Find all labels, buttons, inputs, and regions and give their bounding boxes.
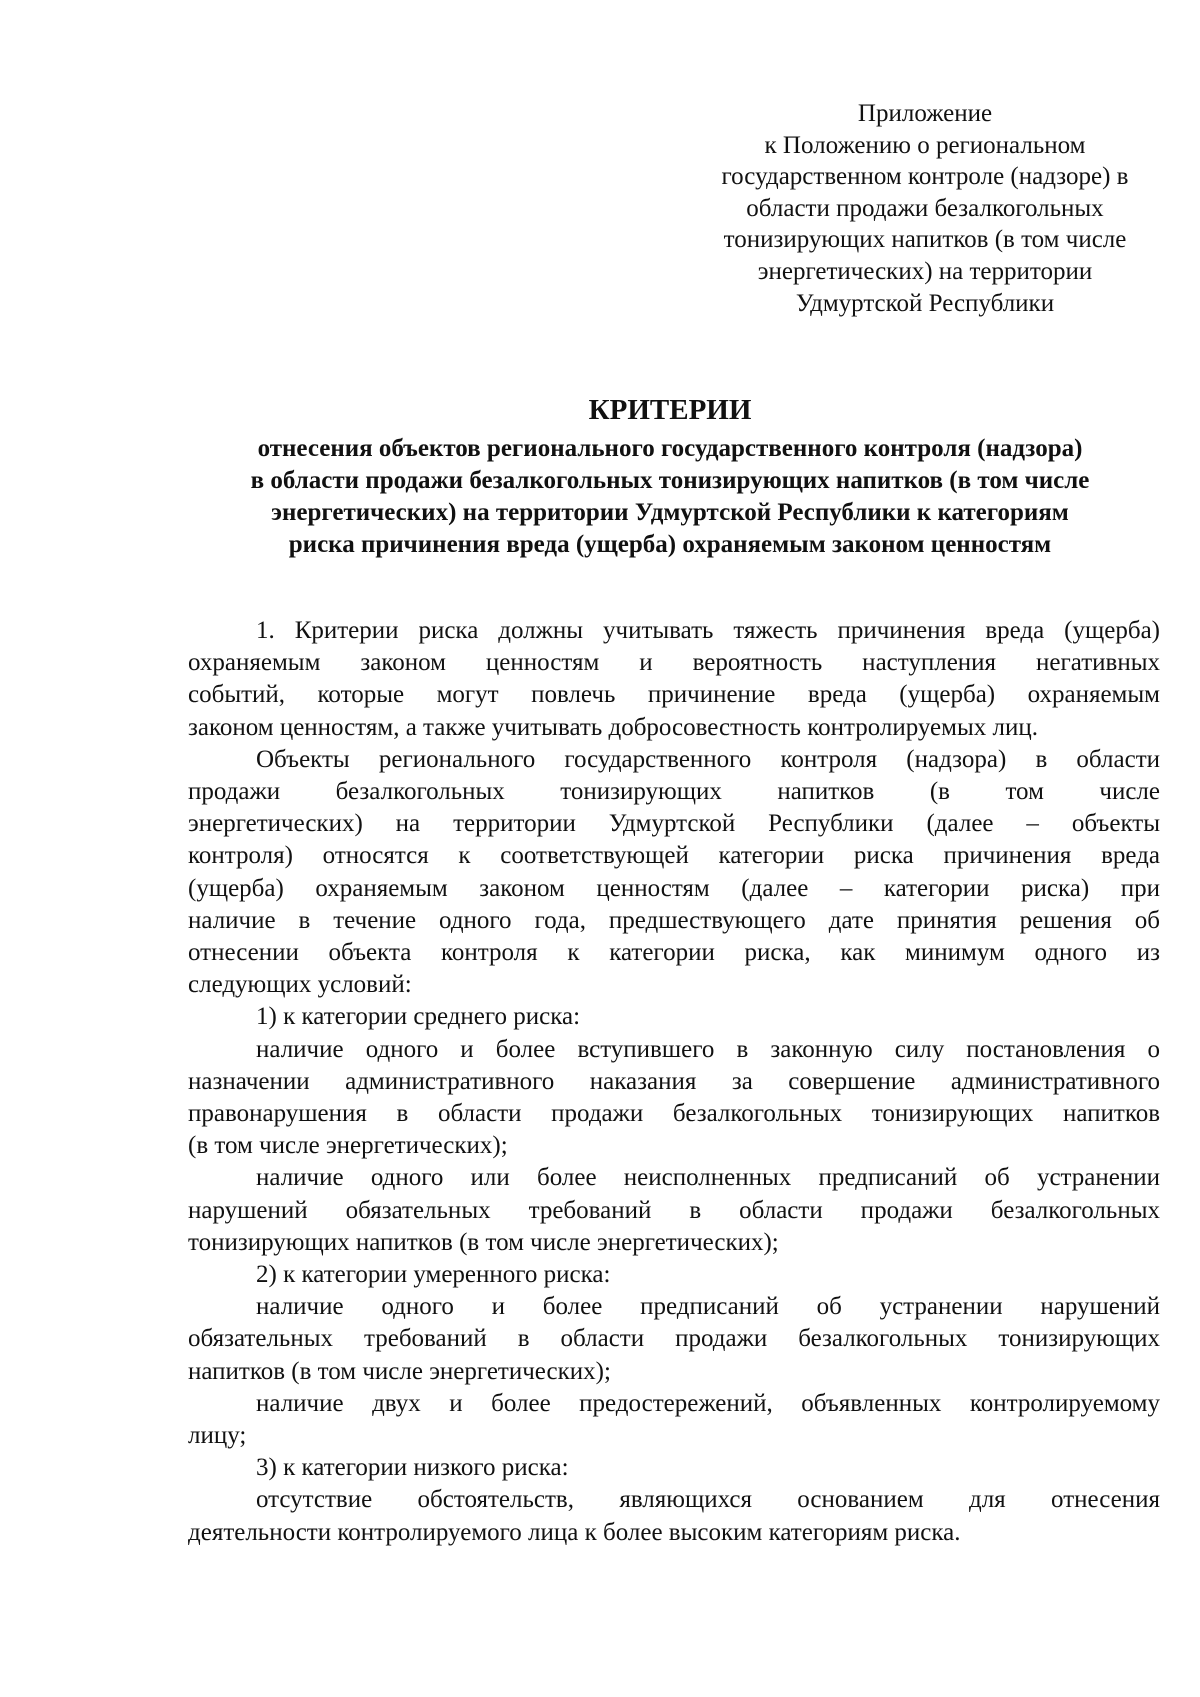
body-line: 2) к категории умеренного риска: [256,1261,611,1289]
body-line: наличие в течение одного года, предшествующего дате принятия решения об [188,906,1160,934]
body-line: охраняемым законом ценностям и вероятность наступления негативных [188,649,1160,677]
body-line: 1) к категории среднего риска: [256,1003,581,1031]
body-line: нарушений обязательных требований в области продажи безалкогольных [188,1196,1160,1224]
body-line: 1. Критерии риска должны учитывать тяжесть причинения вреда (ущерба) [256,617,1160,644]
body-line: отсутствие обстоятельств, являющихся основанием для отнесения [256,1486,1160,1514]
body-line: деятельности контролируемого лица к более высоким категориям риска. [188,1518,961,1546]
body-line: наличие одного и более вступившего в законную силу постановления о [256,1035,1160,1063]
appendix-line: Приложение [857,100,993,127]
appendix-header [680,98,1170,319]
body-line: продажи безалкогольных тонизирующих напитков (в том числе [188,778,1160,806]
appendix-line: области продажи безалкогольных [746,194,1104,222]
subtitle-line: в области продажи безалкогольных тонизирующих напитков (в том числе [250,467,1090,494]
body-line: Объекты регионального государственного контроля (надзора) в области [256,745,1160,773]
appendix-line: государственном контроле (надзоре) в [721,163,1129,191]
body-line: обязательных требований в области продажи безалкогольных тонизирующих [188,1325,1160,1353]
body-line: лицу; [188,1422,247,1450]
appendix-line: к Положению о региональном [764,131,1086,159]
body-line: контроля) относятся к соответствующей категории риска причинения вреда [188,842,1160,870]
body-line: наличие одного или более неисполненных предписаний об устранении [256,1164,1160,1192]
body-line: событий, которые могут повлечь причинение вреда (ущерба) охраняемым [188,681,1160,709]
body-line: энергетических) на территории Удмуртской Республики (далее – объекты [188,810,1160,838]
subtitle-line: энергетических) на территории Удмуртской Республики к категориям [271,499,1069,526]
body-line: наличие одного и более предписаний об устранении нарушений [256,1293,1160,1321]
subtitle-line: отнесения объектов регионального государственного контроля (надзора) [257,435,1083,462]
body-line: отнесении объекта контроля к категории риска, как минимум одного из [188,939,1160,967]
body-line: 3) к категории низкого риска: [256,1454,569,1482]
subtitle-line: риска причинения вреда (ущерба) охраняемым законом ценностям [288,531,1052,558]
body-line: законом ценностям, а также учитывать добросовестность контролируемых лиц. [188,713,1038,741]
body-line: (в том числе энергетических); [188,1132,508,1160]
body-line: назначении административного наказания за совершение административного [188,1067,1160,1095]
document-heading [160,393,1180,561]
appendix-line: энергетических) на территории [757,257,1093,285]
document-subtitle [160,433,1180,561]
body-line: наличие двух и более предостережений, объявленных контролируемому [256,1389,1160,1417]
document-title: КРИТЕРИИ [588,394,752,426]
body-line: следующих условий: [188,971,412,999]
body-line: тонизирующих напитков (в том числе энергетических); [188,1228,779,1256]
appendix-line: Удмуртской Республики [795,289,1055,317]
body-line: правонарушения в области продажи безалкогольных тонизирующих напитков [188,1100,1160,1128]
body-line: напитков (в том числе энергетических); [188,1357,611,1385]
body-line: (ущерба) охраняемым законом ценностям (далее – категории риска) при [188,874,1160,902]
document-body [188,615,1160,1549]
appendix-line: тонизирующих напитков (в том числе [723,226,1127,254]
